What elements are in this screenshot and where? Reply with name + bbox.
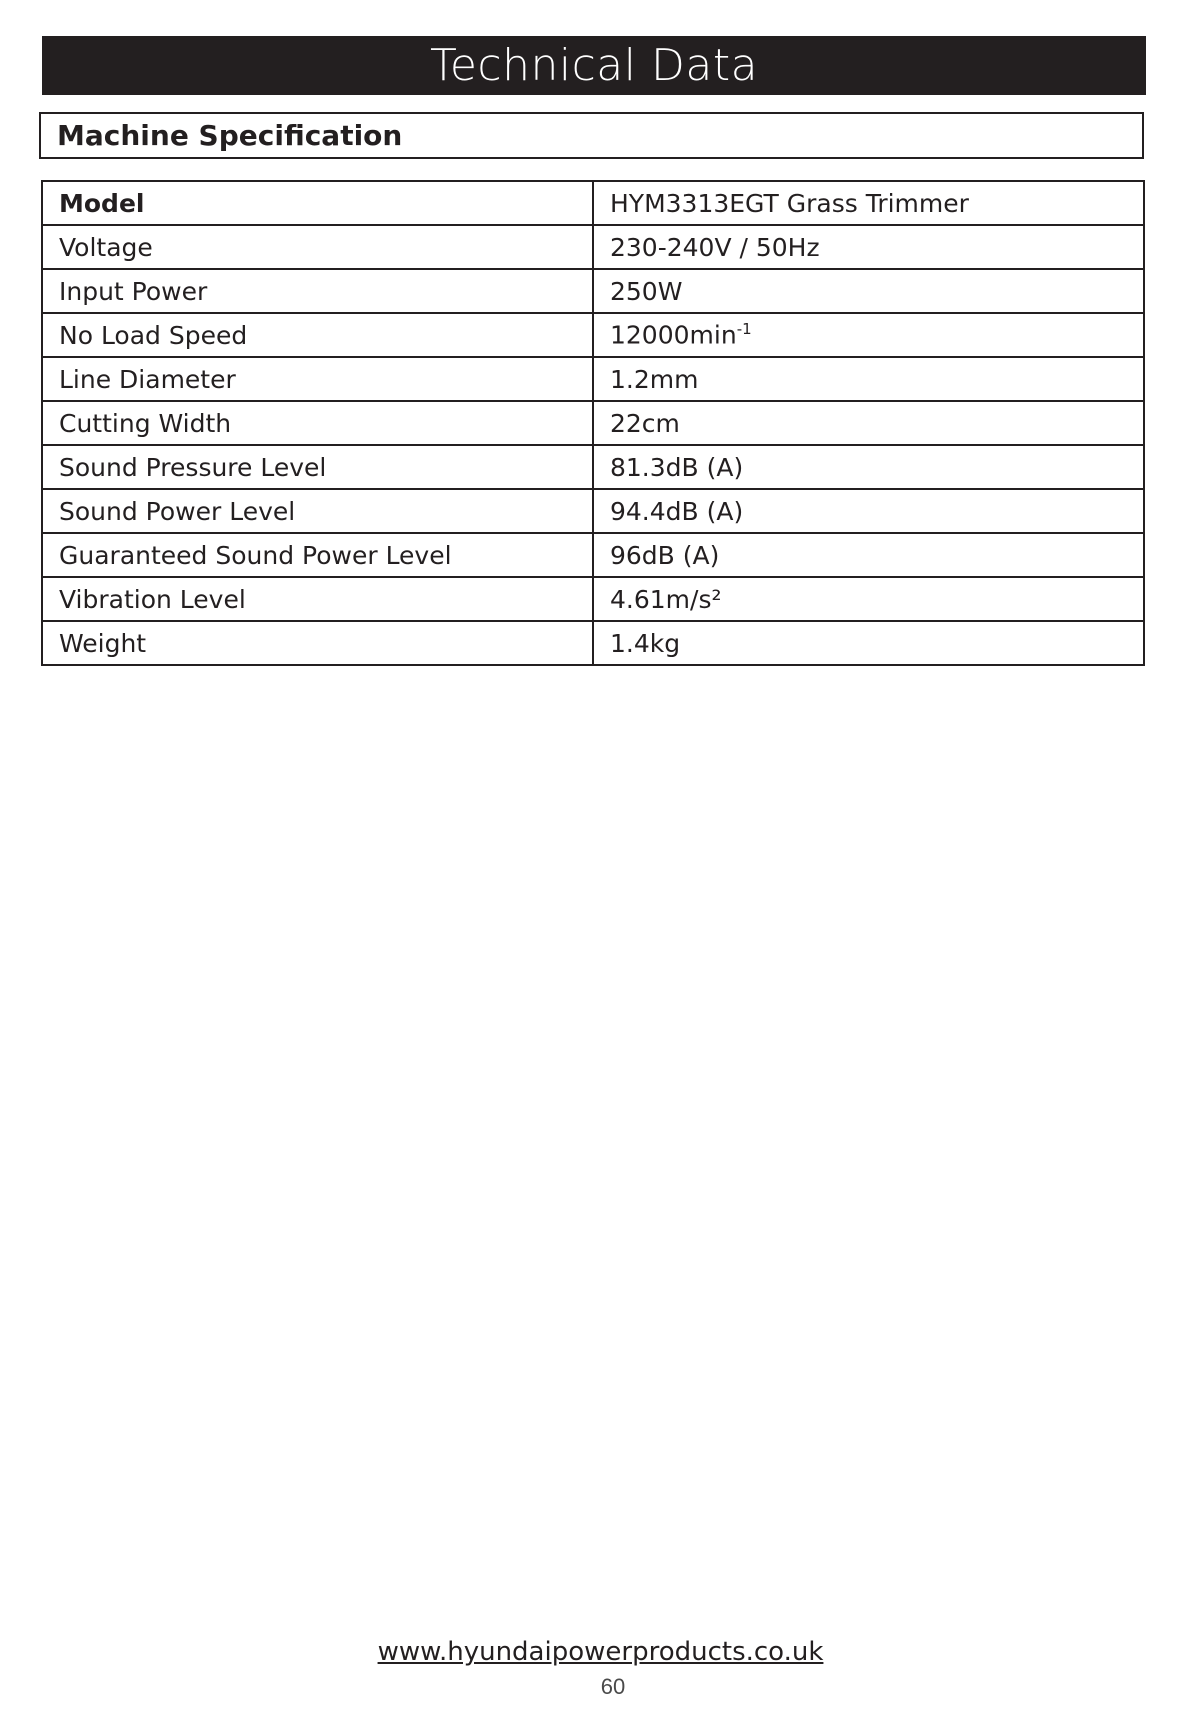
spec-value: 250W <box>593 269 1144 313</box>
spec-label: Cutting Width <box>42 401 593 445</box>
spec-label: Weight <box>42 621 593 665</box>
table-row <box>42 489 1144 533</box>
table-row <box>42 225 1144 269</box>
spec-value-superscript: -1 <box>736 320 752 339</box>
table-row <box>42 313 1144 357</box>
spec-value: 1.2mm <box>593 357 1144 401</box>
footer-website-link[interactable]: www.hyundaipowerproducts.co.uk <box>377 1637 824 1667</box>
spec-label: Sound Power Level <box>42 489 593 533</box>
table-row <box>42 181 1144 225</box>
spec-table <box>41 180 1145 666</box>
page-number: 60 <box>600 1674 626 1699</box>
spec-value: 230-240V / 50Hz <box>593 225 1144 269</box>
spec-value: 1.4kg <box>593 621 1144 665</box>
spec-value: 12000min <box>610 320 737 350</box>
table-row <box>42 401 1144 445</box>
table-row <box>42 269 1144 313</box>
spec-value: 94.4dB (A) <box>593 489 1144 533</box>
spec-value: HYM3313EGT Grass Trimmer <box>593 181 1144 225</box>
page-title: Technical Data <box>429 40 759 91</box>
spec-value: 22cm <box>593 401 1144 445</box>
spec-label: Line Diameter <box>42 357 593 401</box>
table-row <box>42 445 1144 489</box>
spec-value: 96dB (A) <box>593 533 1144 577</box>
spec-label: Input Power <box>42 269 593 313</box>
spec-label: Voltage <box>42 225 593 269</box>
spec-value: 4.61m/s² <box>593 577 1144 621</box>
section-title: Machine Specification <box>57 119 403 152</box>
table-row <box>42 621 1144 665</box>
table-row <box>42 577 1144 621</box>
spec-label: Model <box>42 181 593 225</box>
spec-label: No Load Speed <box>42 313 593 357</box>
spec-value-cell <box>593 313 1144 357</box>
spec-value: 81.3dB (A) <box>593 445 1144 489</box>
spec-label: Sound Pressure Level <box>42 445 593 489</box>
page-title-banner <box>42 36 1146 95</box>
section-heading-box <box>39 112 1144 159</box>
table-row <box>42 357 1144 401</box>
spec-label: Vibration Level <box>42 577 593 621</box>
spec-label: Guaranteed Sound Power Level <box>42 533 593 577</box>
table-row <box>42 533 1144 577</box>
